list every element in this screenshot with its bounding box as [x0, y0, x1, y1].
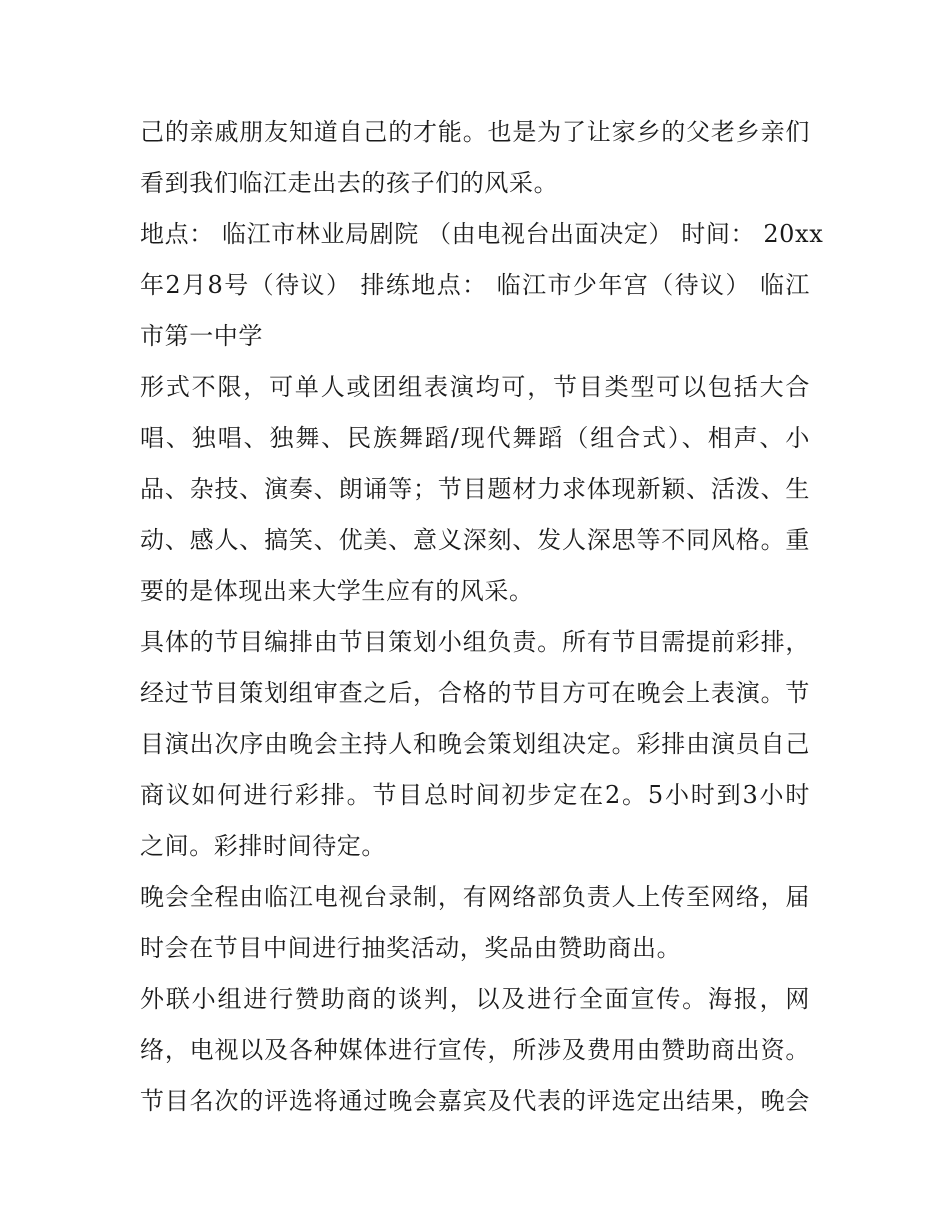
- text-line-12: 经过节目策划组审查之后，合格的节目方可在晚会上表演。节: [140, 679, 810, 707]
- text-line-2: 看到我们临江走出去的孩子们的风采。: [140, 169, 559, 197]
- text-line-8: 品、杂技、演奏、朗诵等；节目题材力求体现新颖、活泼、生: [140, 475, 810, 503]
- text-line-5: 市第一中学: [140, 322, 263, 350]
- body-text: [140, 107, 824, 1127]
- text-line-11: 具体的节目编排由节目策划小组负责。所有节目需提前彩排，: [140, 628, 810, 656]
- text-line-15: 之间。彩排时间待定。: [140, 832, 386, 860]
- text-line-18: 外联小组进行赞助商的谈判，以及进行全面宣传。海报，网: [140, 985, 810, 1013]
- text-line-13: 目演出次序由晚会主持人和晚会策划组决定。彩排由演员自己: [140, 730, 810, 758]
- text-line-20: 节目名次的评选将通过晚会嘉宾及代表的评选定出结果，晚会: [140, 1087, 810, 1115]
- text-line-19: 络，电视以及各种媒体进行宣传，所涉及费用由赞助商出资。: [140, 1036, 810, 1064]
- text-line-6: 形式不限，可单人或团组表演均可，节目类型可以包括大合: [140, 373, 810, 401]
- text-line-4: 年2月8号（待议） 排练地点： 临江市少年宫（待议） 临江: [140, 271, 810, 299]
- text-line-16: 晚会全程由临江电视台录制，有网络部负责人上传至网络，届: [140, 883, 810, 911]
- text-line-14: 商议如何进行彩排。节目总时间初步定在2。5小时到3小时: [140, 781, 810, 809]
- text-line-17: 时会在节目中间进行抽奖活动，奖品由赞助商出。: [140, 934, 682, 962]
- text-line-9: 动、感人、搞笑、优美、意义深刻、发人深思等不同风格。重: [140, 526, 810, 554]
- text-line-3: 地点： 临江市林业局剧院 （由电视台出面决定） 时间： 20xx: [140, 220, 824, 248]
- text-line-7: 唱、独唱、独舞、民族舞蹈/现代舞蹈（组合式）、相声、小: [140, 424, 810, 452]
- text-line-10: 要的是体现出来大学生应有的风采。: [140, 577, 534, 605]
- text-line-1: 己的亲戚朋友知道自己的才能。也是为了让家乡的父老乡亲们: [140, 118, 810, 146]
